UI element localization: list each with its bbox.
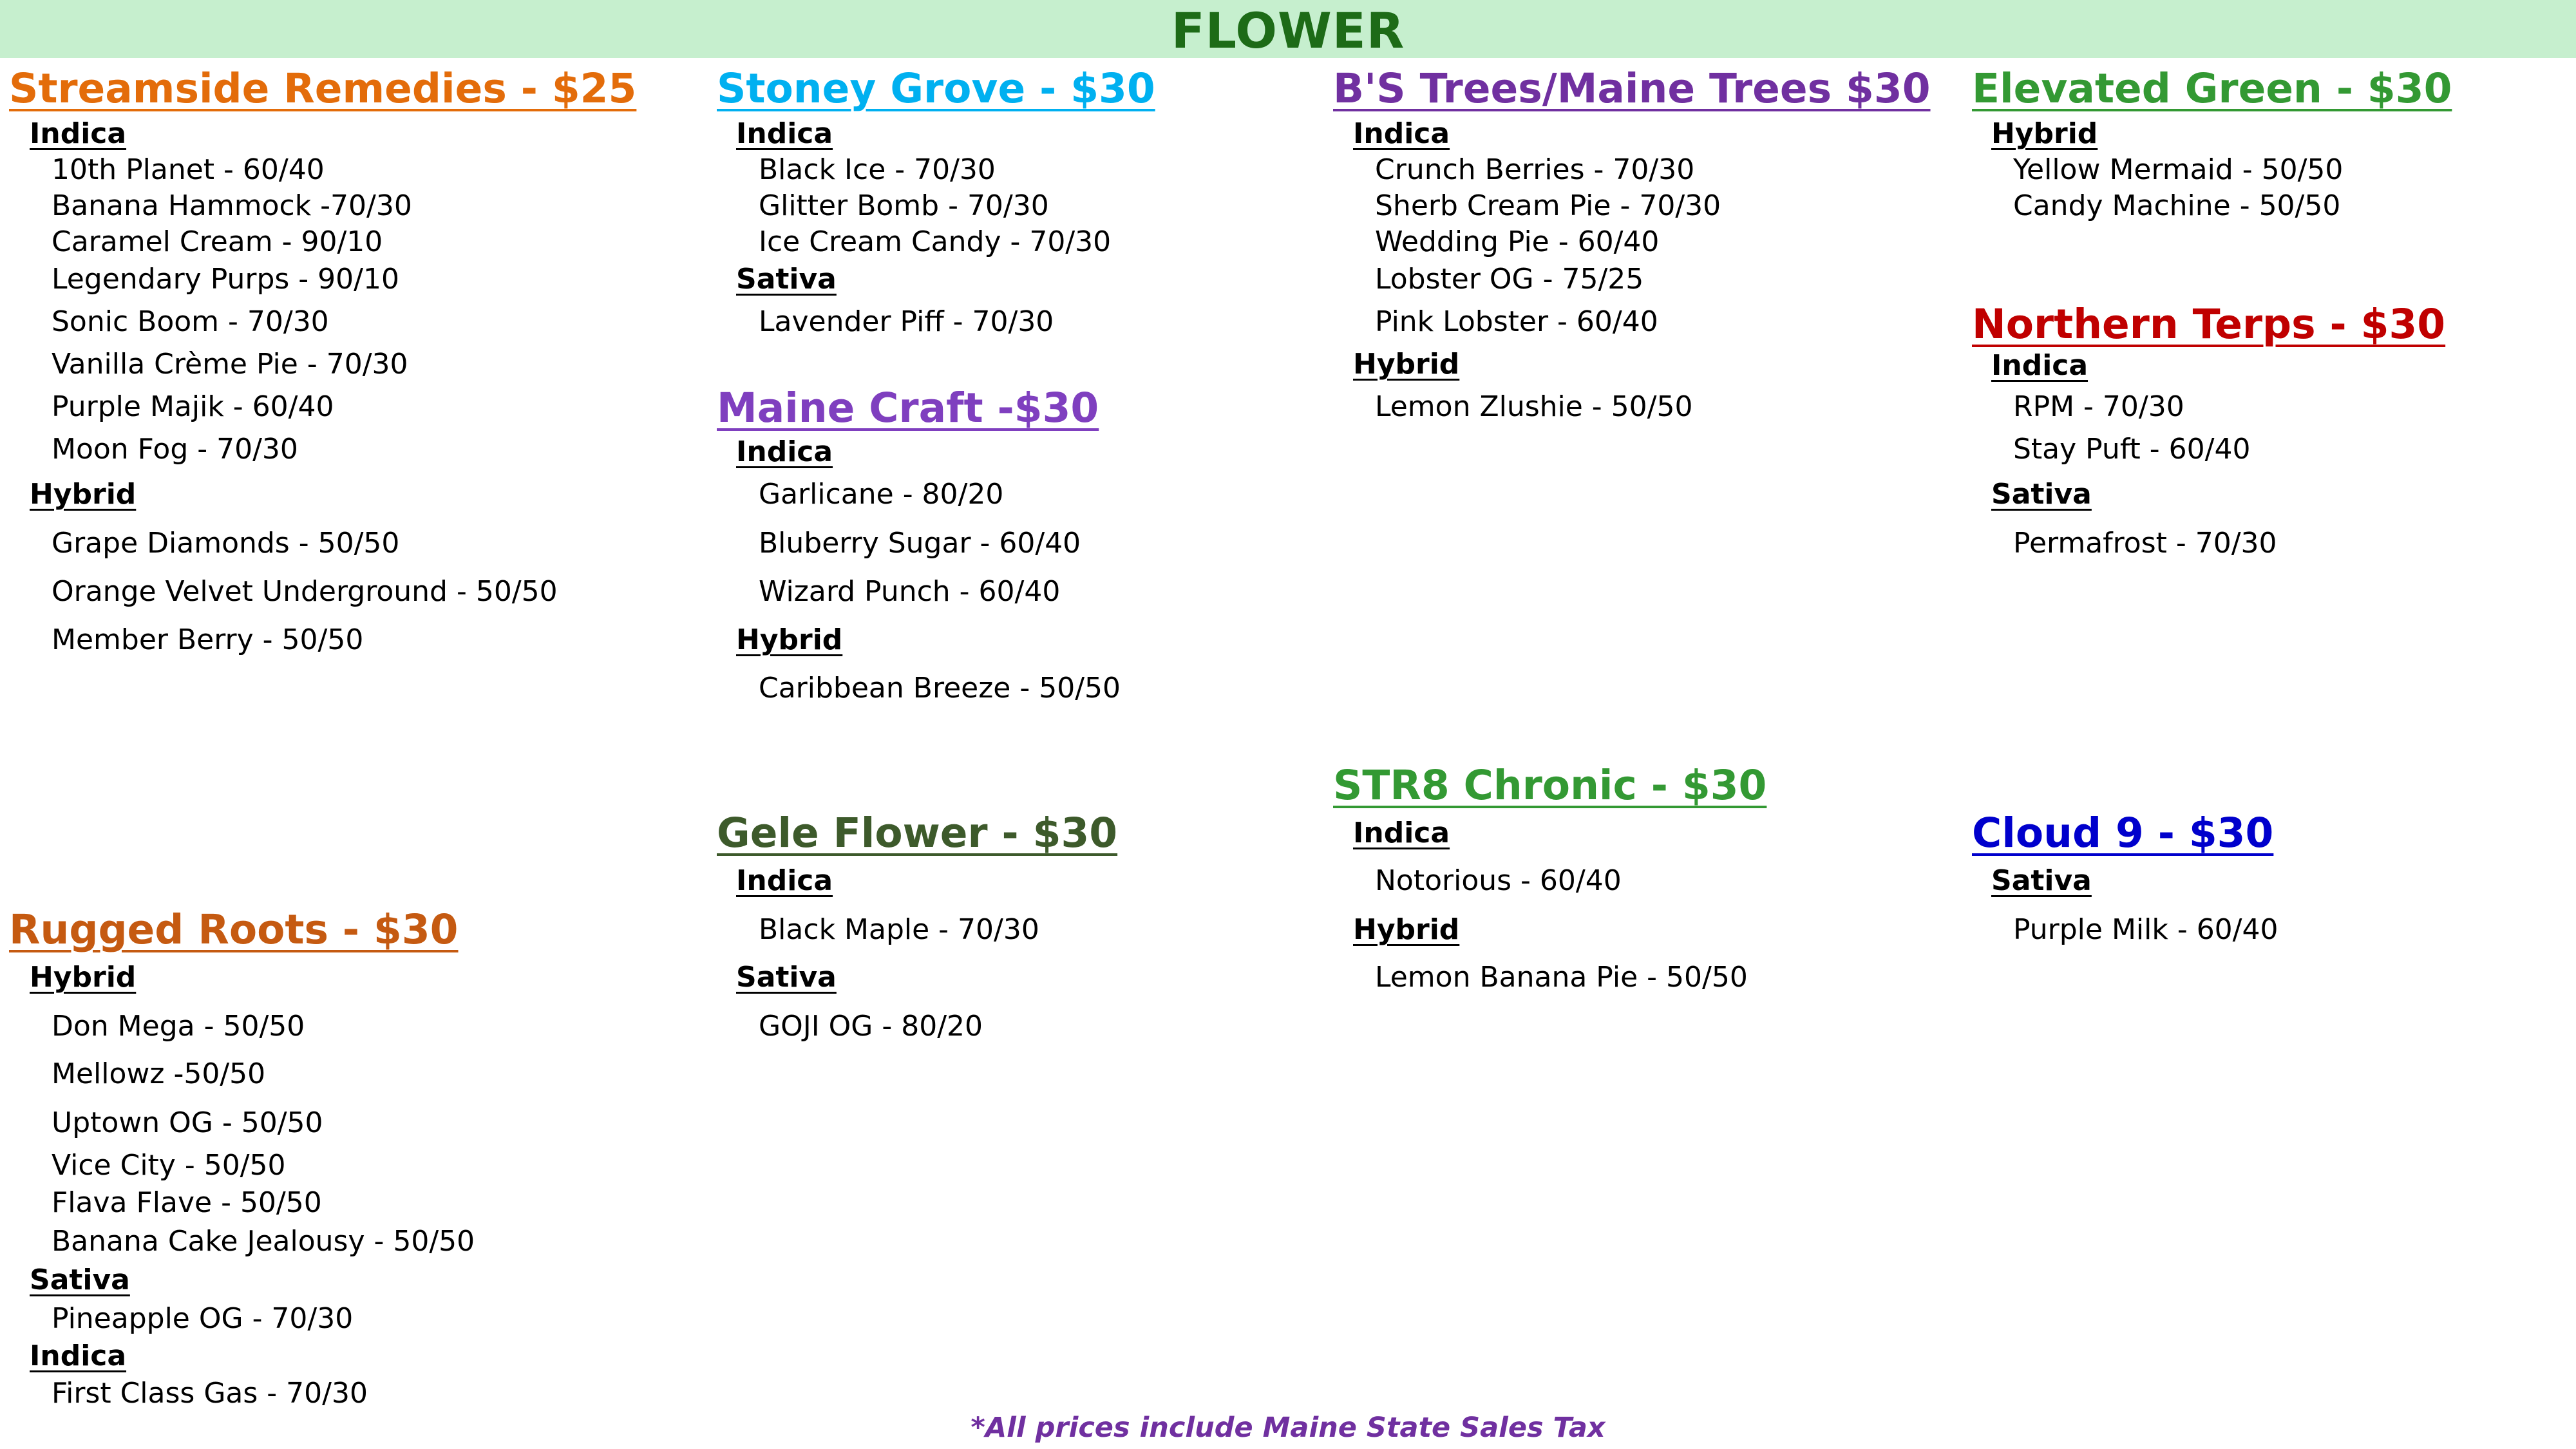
brand-stoney-grove: Stoney Grove - $30	[717, 65, 1155, 112]
strain-item: Bluberry Sugar - 60/40	[759, 527, 1081, 560]
strain-item: GOJI OG - 80/20	[759, 1010, 983, 1043]
strain-item: Member Berry - 50/50	[52, 623, 364, 656]
brand-gele-flower: Gele Flower - $30	[717, 810, 1118, 857]
strain-item: Pink Lobster - 60/40	[1375, 305, 1658, 338]
category-indica: Indica	[736, 435, 833, 468]
strain-item: Don Mega - 50/50	[52, 1010, 305, 1043]
strain-item: Lavender Piff - 70/30	[759, 305, 1054, 338]
brand-bs-trees: B'S Trees/Maine Trees $30	[1333, 65, 1931, 112]
strain-item: Mellowz -50/50	[52, 1057, 266, 1090]
strain-item: Purple Majik - 60/40	[52, 390, 334, 423]
brand-elevated-green: Elevated Green - $30	[1972, 65, 2452, 112]
strain-item: Black Ice - 70/30	[759, 153, 996, 186]
category-hybrid: Hybrid	[1353, 913, 1460, 946]
category-sativa: Sativa	[736, 263, 837, 296]
strain-item: Banana Hammock -70/30	[52, 189, 412, 222]
category-sativa: Sativa	[1991, 478, 2092, 511]
category-sativa: Sativa	[30, 1264, 130, 1296]
strain-item: Permafrost - 70/30	[2013, 527, 2277, 560]
category-sativa: Sativa	[736, 961, 837, 994]
category-hybrid: Hybrid	[1991, 117, 2098, 150]
category-indica: Indica	[30, 1340, 127, 1372]
strain-item: Lemon Zlushie - 50/50	[1375, 390, 1693, 423]
strain-item: Crunch Berries - 70/30	[1375, 153, 1695, 186]
strain-item: Sherb Cream Pie - 70/30	[1375, 189, 1721, 222]
strain-item: Garlicane - 80/20	[759, 478, 1004, 511]
brand-northern-terps: Northern Terps - $30	[1972, 301, 2446, 348]
brand-maine-craft: Maine Craft -$30	[717, 384, 1099, 431]
brand-streamside: Streamside Remedies - $25	[9, 65, 637, 112]
strain-item: 10th Planet - 60/40	[52, 153, 325, 186]
strain-item: Glitter Bomb - 70/30	[759, 189, 1049, 222]
category-indica: Indica	[1991, 349, 2088, 382]
strain-item: Sonic Boom - 70/30	[52, 305, 329, 338]
category-sativa: Sativa	[1991, 864, 2092, 897]
strain-item: Stay Puft - 60/40	[2013, 433, 2251, 466]
strain-item: Notorious - 60/40	[1375, 864, 1622, 897]
strain-item: Orange Velvet Underground - 50/50	[52, 575, 558, 608]
strain-item: Ice Cream Candy - 70/30	[759, 225, 1112, 258]
strain-item: Lemon Banana Pie - 50/50	[1375, 961, 1748, 994]
strain-item: Grape Diamonds - 50/50	[52, 527, 400, 560]
category-indica: Indica	[30, 117, 127, 150]
category-indica: Indica	[736, 864, 833, 897]
category-hybrid: Hybrid	[736, 623, 843, 656]
tax-footnote: *All prices include Maine State Sales Tax	[971, 1412, 1605, 1444]
strain-item: First Class Gas - 70/30	[52, 1377, 368, 1410]
strain-item: Uptown OG - 50/50	[52, 1106, 323, 1139]
strain-item: Vice City - 50/50	[52, 1149, 286, 1182]
category-indica: Indica	[736, 117, 833, 150]
strain-item: Legendary Purps - 90/10	[52, 263, 399, 296]
strain-item: Vanilla Crème Pie - 70/30	[52, 348, 408, 381]
strain-item: Lobster OG - 75/25	[1375, 263, 1644, 296]
strain-item: Yellow Mermaid - 50/50	[2013, 153, 2344, 186]
strain-item: Caribbean Breeze - 50/50	[759, 672, 1121, 705]
strain-item: RPM - 70/30	[2013, 390, 2184, 423]
category-hybrid: Hybrid	[30, 961, 137, 994]
category-hybrid: Hybrid	[30, 478, 137, 511]
strain-item: Wizard Punch - 60/40	[759, 575, 1061, 608]
brand-rugged-roots: Rugged Roots - $30	[9, 906, 459, 953]
strain-item: Wedding Pie - 60/40	[1375, 225, 1660, 258]
strain-item: Banana Cake Jealousy - 50/50	[52, 1225, 475, 1258]
category-indica: Indica	[1353, 817, 1450, 849]
strain-item: Purple Milk - 60/40	[2013, 913, 2278, 946]
brand-str8-chronic: STR8 Chronic - $30	[1333, 762, 1767, 809]
category-indica: Indica	[1353, 117, 1450, 150]
brand-cloud-9: Cloud 9 - $30	[1972, 810, 2274, 857]
strain-item: Moon Fog - 70/30	[52, 433, 298, 466]
strain-item: Flava Flave - 50/50	[52, 1186, 322, 1219]
page-title: FLOWER	[1171, 2, 1405, 59]
strain-item: Pineapple OG - 70/30	[52, 1302, 354, 1335]
category-hybrid: Hybrid	[1353, 348, 1460, 381]
strain-item: Caramel Cream - 90/10	[52, 225, 383, 258]
strain-item: Candy Machine - 50/50	[2013, 189, 2341, 222]
strain-item: Black Maple - 70/30	[759, 913, 1039, 946]
